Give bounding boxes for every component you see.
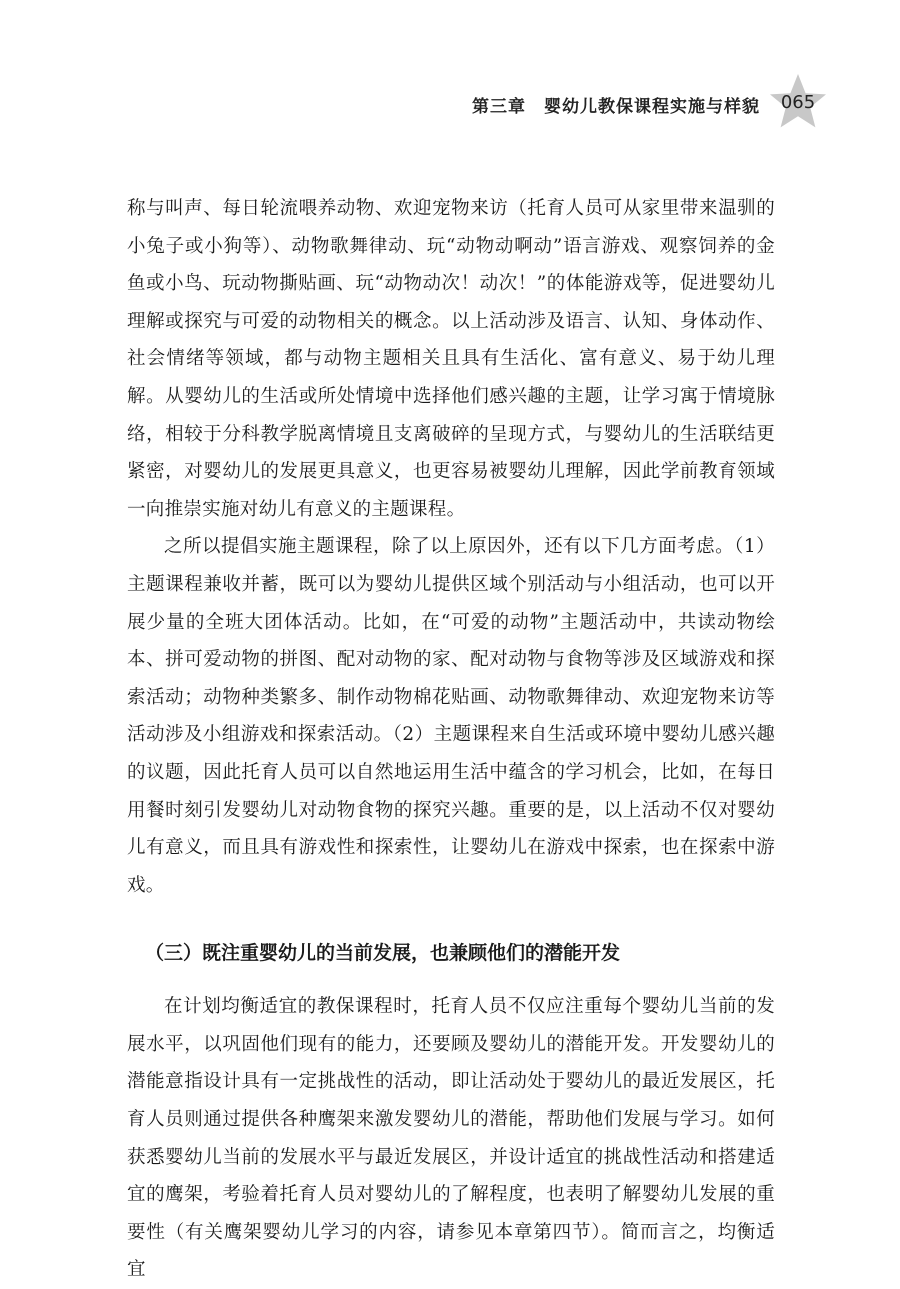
page-body — [127, 190, 775, 1289]
paragraph-theme-curriculum: 之所以提倡实施主题课程，除了以上原因外，还有以下几方面考虑。（1）主题课程兼收并蓄，既可以为婴幼儿提供区域个别活动与小组活动，也可以开展少量的全班大团体活动。比如，在“可爱的动物”主题活动中，共读动物绘本、拼可爱动物的拼图、配对动物的家、配对动物与食物等涉及区域游戏和探索活动；动物种类繁多、制作动物棉花贴画、动物歌舞律动、欢迎宠物来访等活动涉及小组游戏和探索活动。（2）主题课程来自生活或环境中婴幼儿感兴趣的议题，因此托育人员可以自然地运用生活中蕴含的学习机会，比如，在每日用餐时刻引发婴幼儿对动物食物的探究兴趣。重要的是，以上活动不仅对婴幼儿有意义，而且具有游戏性和探索性，让婴幼儿在游戏中探索，也在探索中游戏。 — [127, 536, 775, 896]
running-header — [0, 80, 900, 130]
page-number: 065 — [780, 92, 816, 113]
section-heading: （三）既注重婴幼儿的当前发展，也兼顾他们的潜能开发 — [145, 942, 621, 965]
paragraph-continued: 称与叫声、每日轮流喂养动物、欢迎宠物来访（托育人员可从家里带来温驯的小兔子或小狗等）、动物歌舞律动、玩“动物动啊动”语言游戏、观察饲养的金鱼或小鸟、玩动物撕贴画、玩“动物动次！动次！”的体能游戏等，促进婴幼儿理解或探究与可爱的动物相关的概念。以上活动涉及语言、认知、身体动作、社会情绪等领域，都与动物主题相关且具有生活化、富有意义、易于幼儿理解。从婴幼儿的生活或所处情境中选择他们感兴趣的主题，让学习寓于情境脉络，相较于分科教学脱离情境且支离破碎的呈现方式，与婴幼儿的生活联结更紧密，对婴幼儿的发展更具意义，也更容易被婴幼儿理解，因此学前教育领域一向推崇实施对幼儿有意义的主题课程。 — [127, 198, 775, 520]
chapter-title: 第三章 婴幼儿教保课程实施与样貌 — [472, 97, 760, 117]
paragraph-potential-development: 在计划均衡适宜的教保课程时，托育人员不仅应注重每个婴幼儿当前的发展水平，以巩固他们现有的能力，还要顾及婴幼儿的潜能开发。开发婴幼儿的潜能意指设计具有一定挑战性的活动，即让活动处于婴幼儿的最近发展区，托育人员则通过提供各种鹰架来激发婴幼儿的潜能，帮助他们发展与学习。如何获悉婴幼儿当前的发展水平与最近发展区，并设计适宜的挑战性活动和搭建适宜的鹰架，考验着托育人员对婴幼儿的了解程度，也表明了解婴幼儿发展的重要性（有关鹰架婴幼儿学习的内容，请参见本章第四节）。简而言之，均衡适宜 — [127, 996, 775, 1281]
